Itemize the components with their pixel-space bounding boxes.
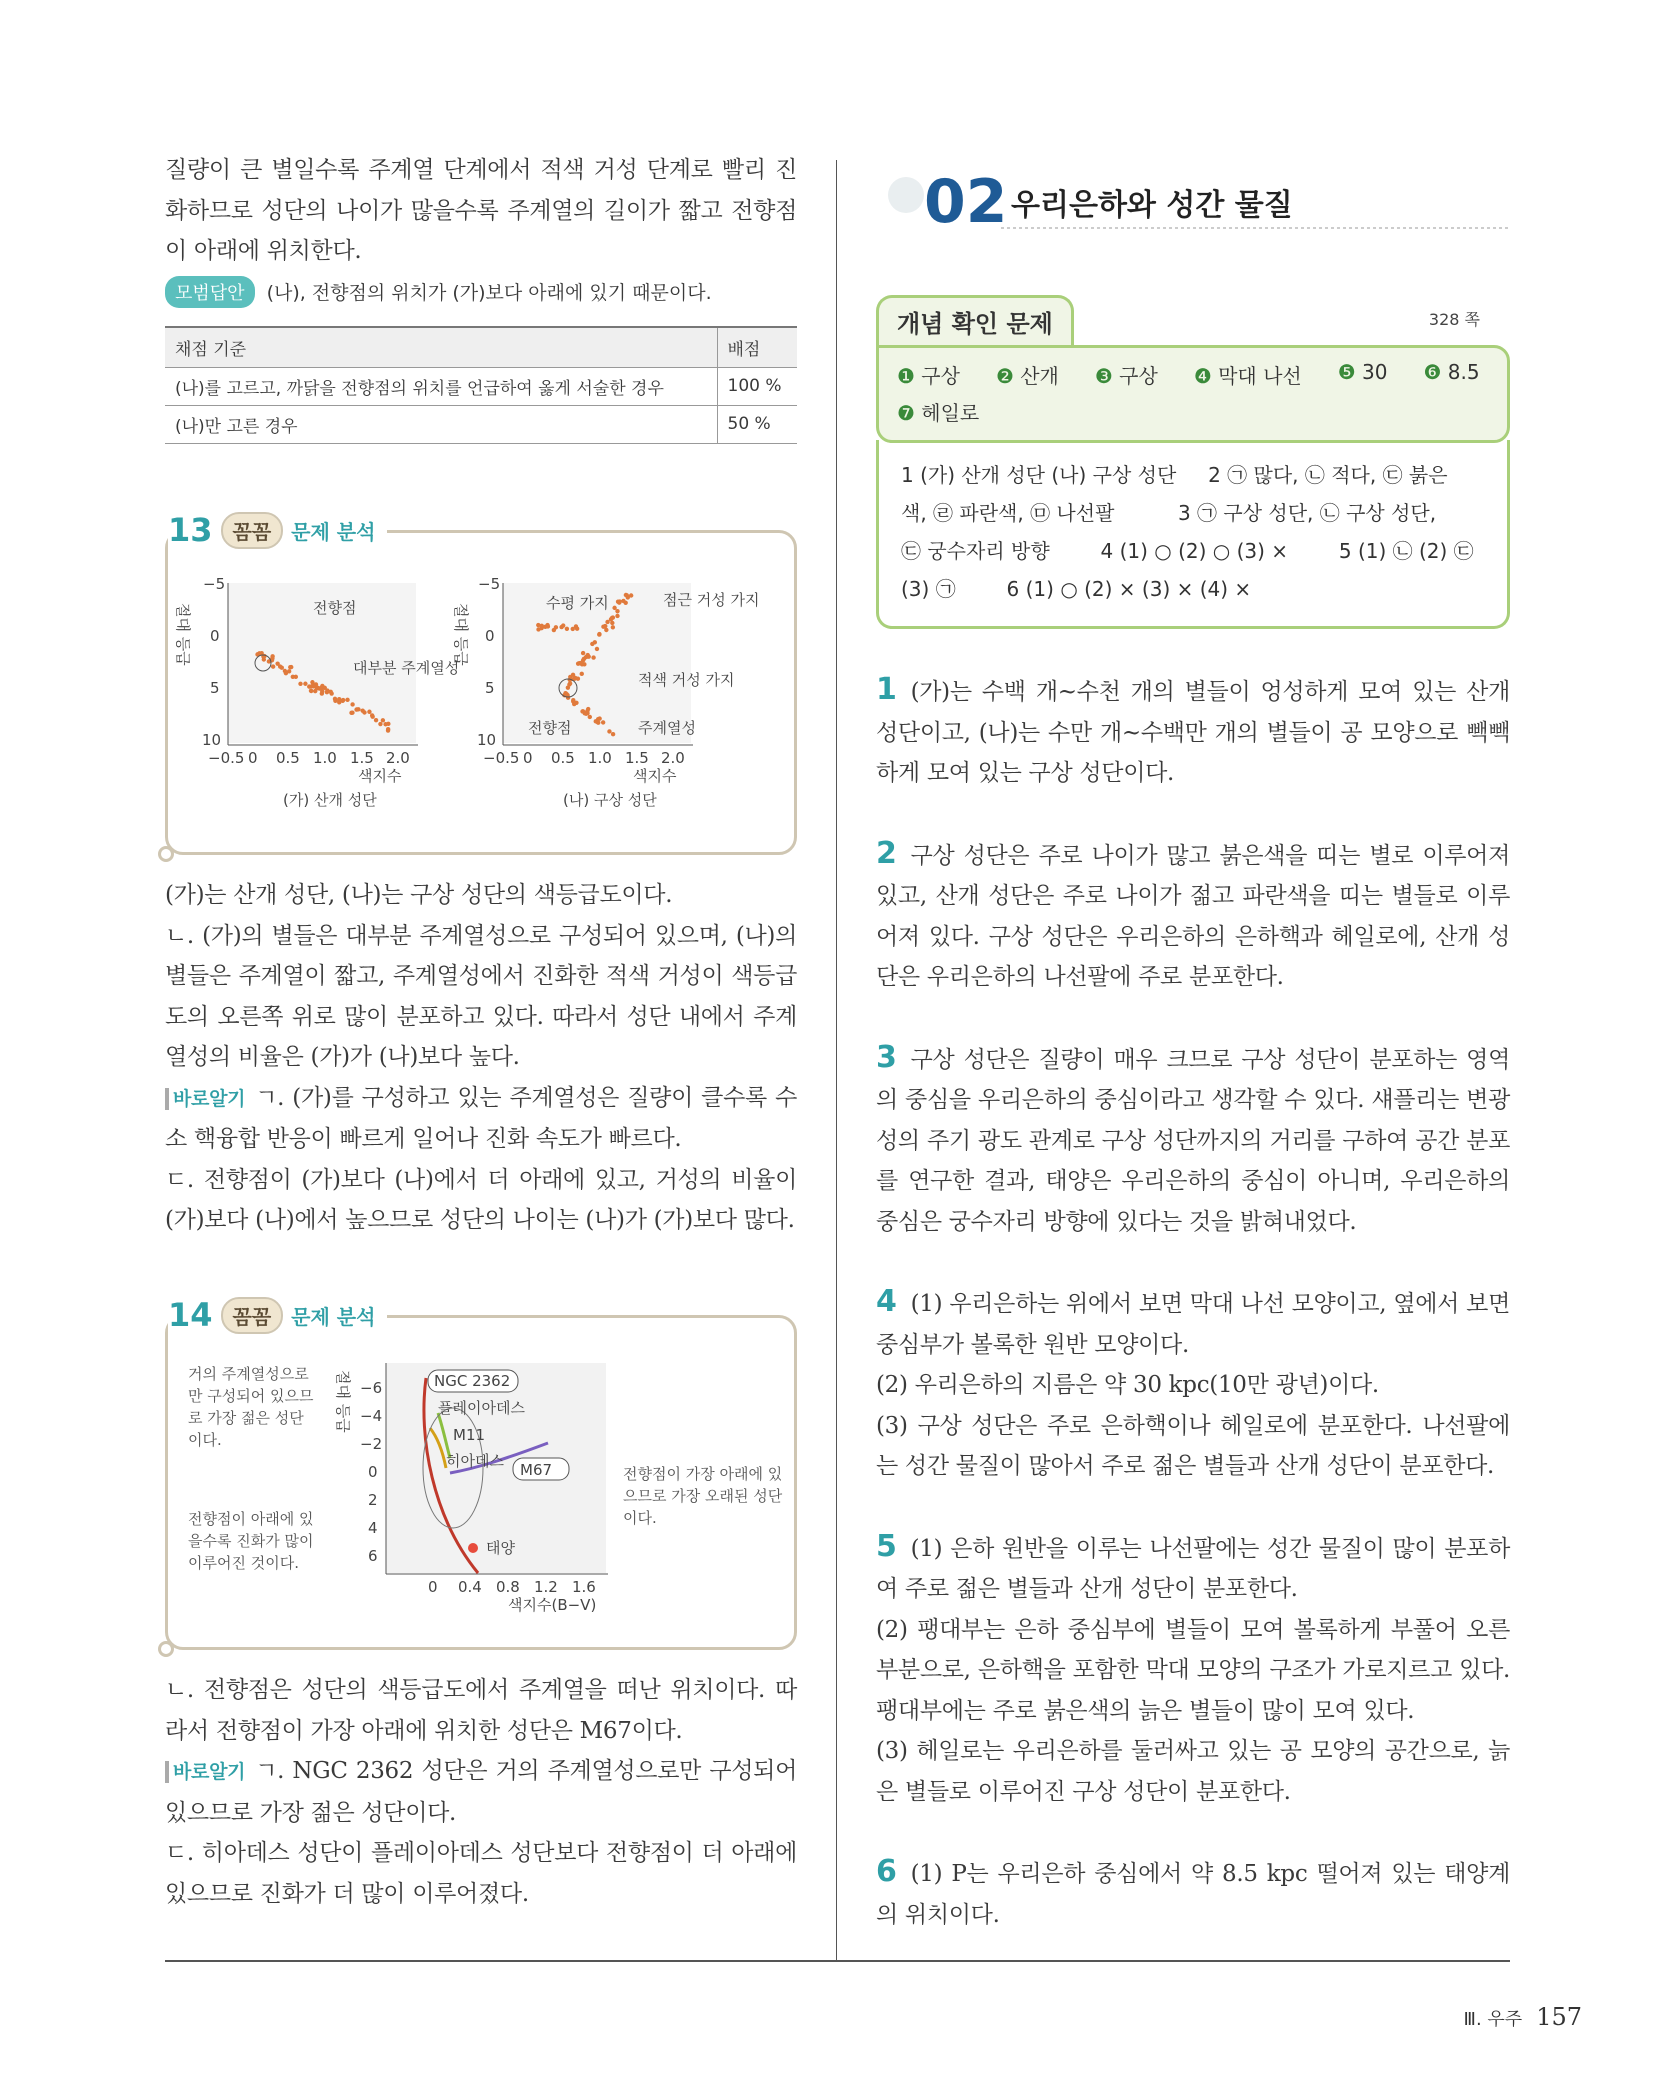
star-point <box>323 686 327 690</box>
star-point <box>597 716 601 720</box>
star-point <box>611 625 615 629</box>
label-hyades: 히아데스 <box>446 1452 504 1470</box>
column-divider <box>836 160 837 1960</box>
star-point <box>591 655 595 659</box>
star-point <box>571 673 575 677</box>
q14-text1: ㄴ. 전향점은 성단의 색등급도에서 주계열을 떠난 위치이다. 따라서 전향점이 가장 아래에 위치한 성단은 M67이다. <box>165 1677 797 1744</box>
table-cell: 100 % <box>717 367 797 405</box>
concept-line: 1 (가) 산개 성단 (나) 구상 성단 2 ㉠ 많다, ㉡ 적다, ㉢ 붉은 <box>901 463 1448 487</box>
answer-number: 6 <box>876 1854 897 1889</box>
section-number: 02 <box>924 167 1008 234</box>
star-point <box>271 664 275 668</box>
concept-page-ref: 328 쪽 <box>1428 310 1480 329</box>
chart-globular-cluster <box>452 575 759 809</box>
star-point <box>340 699 344 703</box>
answer-text: 산개 <box>1020 364 1059 388</box>
tick-label: 4 <box>368 1519 378 1537</box>
ann-turnoff-a: 전향점 <box>313 599 357 617</box>
answer-explanations <box>876 670 1510 1975</box>
score-header-criteria: 채점 기준 <box>165 327 717 368</box>
tick-label: 0.5 <box>551 749 575 767</box>
q14-text2-wrap <box>165 1751 797 1833</box>
star-point <box>291 675 295 679</box>
tick-label: 2 <box>368 1491 378 1509</box>
q13-text: (가)는 산개 성단, (나)는 구상 성단의 색등급도이다. <box>165 882 673 908</box>
concept-answer-item <box>1095 360 1158 389</box>
q14-xlabel: 색지수(B−V) <box>508 1596 597 1614</box>
tick-label: 0 <box>485 627 495 645</box>
star-point <box>309 689 313 693</box>
star-point <box>298 682 302 686</box>
sun-point <box>468 1543 478 1553</box>
footer-chapter: Ⅲ. 우주 <box>1463 2009 1523 2030</box>
chart-a-xlabel: 색지수 <box>358 767 402 785</box>
star-point <box>615 609 619 613</box>
model-answer-badge: 모범답안 <box>165 276 255 308</box>
section-header <box>876 150 1510 234</box>
q14-ylabel: 절대 등급 <box>334 1370 352 1433</box>
label-m67: M67 <box>520 1461 553 1479</box>
footer-rule <box>165 1960 1510 1962</box>
table-row <box>165 367 797 405</box>
ann-turnoff-b: 전향점 <box>528 719 572 737</box>
ann-hb: 수평 가지 <box>546 594 609 612</box>
star-point <box>329 691 333 695</box>
answer-paragraph <box>876 1038 1510 1243</box>
answer-marker: ❶ <box>897 364 922 388</box>
answer-block <box>876 1527 1510 1813</box>
answer-number: 5 <box>876 1528 897 1564</box>
tick-label: −0.5 <box>483 749 520 767</box>
star-point <box>317 686 321 690</box>
answer-paragraph <box>876 1731 1510 1812</box>
answer-paragraph <box>876 1282 1510 1365</box>
answer-marker: ❻ <box>1423 360 1448 384</box>
tick-label: 0.4 <box>458 1578 482 1596</box>
star-point <box>378 722 382 726</box>
tick-label: 0.5 <box>276 749 300 767</box>
answer-block <box>876 1852 1510 1935</box>
answer-marker: ❺ <box>1337 360 1363 384</box>
tick-label: 10 <box>202 731 222 749</box>
ann-agb: 점근 거성 가지 <box>663 591 760 609</box>
tick-label: 1.0 <box>313 749 337 767</box>
answer-text: (1) 우리은하는 위에서 보면 막대 나선 모양이고, 옆에서 보면 중심부가 볼록한 원반 모양이다. <box>876 1291 1510 1358</box>
star-point <box>350 711 354 715</box>
concept-detail <box>876 440 1510 629</box>
answer-marker: ❼ <box>897 401 922 425</box>
ann-main-a: 대부분 주계열성 <box>353 659 460 677</box>
star-point <box>586 653 590 657</box>
star-point <box>289 665 293 669</box>
star-point <box>386 728 390 732</box>
concept-title: 개념 확인 문제 <box>876 295 1074 345</box>
star-point <box>284 671 288 675</box>
star-point <box>362 710 366 714</box>
tick-label: 5 <box>210 679 220 697</box>
star-point <box>581 709 585 713</box>
star-point <box>581 651 585 655</box>
star-point <box>303 682 307 686</box>
star-point <box>356 707 360 711</box>
model-answer-text: (나), 전향점의 위치가 (가)보다 아래에 있기 때문이다. <box>266 282 712 304</box>
score-header-points: 배점 <box>717 327 797 368</box>
tick-label: −5 <box>478 575 501 593</box>
answer-paragraph <box>876 834 1510 998</box>
answer-block <box>876 834 1510 998</box>
star-point <box>325 690 329 694</box>
answer-text: 8.5 <box>1447 360 1480 384</box>
concept-answer-item <box>1338 360 1388 389</box>
table-cell: 50 % <box>717 405 797 443</box>
q14-explanation <box>165 1670 797 1914</box>
star-point <box>565 627 569 631</box>
star-point <box>602 624 606 628</box>
star-point <box>567 682 571 686</box>
barol-label: 바로알기 <box>165 1761 245 1783</box>
q13-analysis-box <box>165 511 797 855</box>
q13-badge: 꼼꼼 <box>221 512 284 549</box>
star-point <box>618 599 622 603</box>
label-sun: 태양 <box>486 1539 515 1557</box>
q13-text2: ㄴ. (가)의 별들은 대부분 주계열성으로 구성되어 있으며, (나)의 별들은 주계열이 짧고, 주계열성에서 진화한 적색 거성이 색등급도의 오른쪽 위로 많이 분포하고 있다. 따라서 성단 내에서 주계열성의 비율은 (가)가 (나)보다 높다. <box>165 922 797 1070</box>
answer-text: (1) 은하 원반을 이루는 나선팔에는 성간 물질이 많이 분포하여 주로 젊은 별들과 산개 성단이 분포한다. <box>876 1535 1510 1602</box>
star-point <box>370 713 374 717</box>
star-point <box>590 642 594 646</box>
q13-number: 13 <box>168 511 213 549</box>
star-point <box>345 698 349 702</box>
tick-label: 5 <box>485 679 495 697</box>
concept-answer-item <box>897 360 960 389</box>
tick-label: 1.2 <box>534 1578 558 1596</box>
ann-rgb: 적색 거성 가지 <box>638 671 735 689</box>
answer-block <box>876 670 1510 794</box>
tick-label: 0 <box>523 749 533 767</box>
intro-text: 질량이 큰 별일수록 주계열 단계에서 적색 거성 단계로 빨리 진화하므로 성단의 나이가 많을수록 주계열의 길이가 짧고 전향점이 아래에 위치한다. <box>165 157 797 264</box>
star-point <box>577 661 581 665</box>
concept-answer-item <box>1424 360 1480 389</box>
star-point <box>629 593 633 597</box>
chart-a-caption: (가) 산개 성단 <box>283 791 377 809</box>
answer-block <box>876 1038 1510 1243</box>
q14-chart <box>168 1318 794 1643</box>
q14-ann-left2: 전향점이 아래에 있을수록 진화가 많이 이루어진 것이다. <box>188 1510 314 1572</box>
answer-number: 4 <box>876 1284 897 1319</box>
answer-number: 3 <box>876 1039 897 1075</box>
section-title: 우리은하와 성간 물질 <box>1011 188 1293 223</box>
answer-marker: ❹ <box>1193 364 1219 388</box>
chart-b-ylabel: 절대 등급 <box>452 603 470 666</box>
scoring-table <box>165 326 797 444</box>
table-cell: (나)만 고른 경우 <box>165 405 717 443</box>
answer-text: (3) 헤일로는 우리은하를 둘러싸고 있는 공 모양의 공간으로, 늙은 별들로 이루어진 구상 성단이 분포한다. <box>876 1738 1510 1805</box>
barol-label: 바로알기 <box>165 1088 245 1110</box>
answer-text: (2) 팽대부는 은하 중심부에 별들이 모여 볼록하게 부풀어 오른 부분으로, 은하핵을 포함한 막대 모양의 구조가 가로지르고 있다. 팽대부에는 주로 붉은색의 늙은 별들이 많이 모여 있다. <box>876 1616 1510 1724</box>
star-point <box>543 625 547 629</box>
tick-label: 1.5 <box>625 749 649 767</box>
answer-text: 막대 나선 <box>1218 364 1302 388</box>
star-point <box>310 684 314 688</box>
answer-text: 30 <box>1362 360 1388 384</box>
star-point <box>536 627 540 631</box>
star-point <box>386 722 390 726</box>
chart-b-caption: (나) 구상 성단 <box>563 791 657 809</box>
q14-text2: ㄱ. NGC 2362 성단은 거의 주계열성으로만 구성되어 있으므로 가장 젊은 성단이다. <box>165 1758 797 1826</box>
star-point <box>350 702 354 706</box>
tick-label: −0.5 <box>208 749 245 767</box>
q14-badge: 꼼꼼 <box>221 1297 284 1334</box>
answer-paragraph <box>876 1527 1510 1610</box>
star-point <box>595 647 599 651</box>
answer-text: (3) 구상 성단은 주로 은하핵이나 헤일로에 분포한다. 나선팔에는 성간 물질이 많아서 주로 젊은 별들과 산개 성단이 분포한다. <box>876 1412 1510 1479</box>
table-row <box>165 405 797 443</box>
chart-open-cluster <box>174 575 459 809</box>
tick-label: 0 <box>368 1463 378 1481</box>
star-point <box>367 710 371 714</box>
tick-label: 6 <box>368 1547 378 1565</box>
tick-label: 0 <box>210 627 220 645</box>
tick-label: 10 <box>477 731 497 749</box>
q13-text3-wrap <box>165 1078 797 1160</box>
tick-label: 1.0 <box>588 749 612 767</box>
concept-answer-list <box>897 360 1489 426</box>
answer-block <box>876 1282 1510 1487</box>
tick-label: −6 <box>360 1379 383 1397</box>
answer-paragraph <box>876 670 1510 794</box>
concept-check-box <box>876 295 1510 629</box>
answer-paragraph <box>876 1852 1510 1935</box>
star-point <box>597 632 601 636</box>
q14-number: 14 <box>168 1296 213 1334</box>
q14-label: 문제 분석 <box>291 1304 376 1329</box>
box-ring <box>158 1641 174 1657</box>
concept-line: 색, ㉣ 파란색, ㉤ 나선팔 3 ㉠ 구상 성단, ㉡ 구상 성단, <box>901 501 1437 525</box>
q14-analysis-box <box>165 1296 797 1650</box>
tick-label: 2.0 <box>386 749 410 767</box>
q14-text3: ㄷ. 히아데스 성단이 플레이아데스 성단보다 전향점이 더 아래에 있으므로 진화가 더 많이 이루어졌다. <box>165 1840 797 1907</box>
chart-b-xlabel: 색지수 <box>633 767 677 785</box>
star-point <box>374 718 378 722</box>
star-point <box>607 729 611 733</box>
ann-ms: 주계열성 <box>638 719 696 737</box>
mascot-icon <box>888 177 924 213</box>
star-point <box>333 697 337 701</box>
answer-text: (1) P는 우리은하 중심에서 약 8.5 kpc 떨어져 있는 태양계의 위치이다. <box>876 1861 1510 1928</box>
star-point <box>601 720 605 724</box>
answer-text: 헤일로 <box>921 401 980 425</box>
answer-text: 구상 성단은 질량이 매우 크므로 구상 성단이 분포하는 영역의 중심을 우리은하의 중심이라고 생각할 수 있다. 섀플리는 변광성의 주기 광도 관계로 구상 성단까지의 거리를 구하여 공간 분포를 연구한 결과, 태양은 우리은하의 중심이 아니며, 우리은하의 중심은 궁수자리 방향에 있다는 것을 밝혀내었다. <box>876 1046 1510 1235</box>
tick-label: 0 <box>428 1578 438 1596</box>
star-point <box>623 601 627 605</box>
star-point <box>536 623 540 627</box>
concept-answer-item <box>897 397 979 426</box>
star-point <box>552 628 556 632</box>
q13-text4: ㄷ. 전향점이 (가)보다 (나)에서 더 아래에 있고, 거성의 비율이 (가)보다 (나)에서 높으므로 성단의 나이는 (나)가 (가)보다 많다. <box>165 1166 797 1233</box>
label-pleiades: 플레이아데스 <box>438 1399 525 1417</box>
answer-paragraph <box>876 1406 1510 1487</box>
page-footer <box>1464 2003 1582 2031</box>
page-number: 157 <box>1536 2003 1582 2031</box>
concept-answers <box>876 345 1510 443</box>
answer-paragraph <box>876 1610 1510 1732</box>
star-point <box>609 617 613 621</box>
concept-line: ㉢ 궁수자리 방향 4 (1) ○ (2) ○ (3) × 5 (1) ㉡ (2) ㉢ <box>901 539 1474 563</box>
star-point <box>580 672 584 676</box>
label-ngc: NGC 2362 <box>434 1372 511 1390</box>
star-point <box>624 593 628 597</box>
star-point <box>563 691 567 695</box>
concept-line: (3) ㉠ 6 (1) ○ (2) × (3) × (4) × <box>901 577 1252 601</box>
answer-number: 1 <box>876 672 897 707</box>
tick-label: −4 <box>360 1407 383 1425</box>
q14-ann-left1: 거의 주계열성으로만 구성되어 있으므로 가장 젊은 성단이다. <box>188 1365 314 1449</box>
answer-marker: ❸ <box>1094 364 1120 388</box>
box-ring <box>158 846 174 862</box>
q13-charts <box>168 533 794 851</box>
table-cell: (나)를 고르고, 까닭을 전향점의 위치를 언급하여 옳게 서술한 경우 <box>165 367 717 405</box>
tick-label: 1.6 <box>572 1578 596 1596</box>
answer-text: (가)는 수백 개~수천 개의 별들이 엉성하게 모여 있는 산개 성단이고, (나)는 수만 개~수백만 개의 별들이 공 모양으로 빽빽하게 모여 있는 구상 성단이다. <box>876 679 1510 786</box>
q13-explanation <box>165 875 797 1241</box>
q13-text3: ㄱ. (가)를 구성하고 있는 주계열성은 질량이 클수록 수소 핵융합 반응이 빠르게 일어나 진화 속도가 빠르다. <box>165 1084 797 1152</box>
star-point <box>571 698 575 702</box>
star-point <box>588 715 592 719</box>
answer-text: (2) 우리은하의 지름은 약 30 kpc(10만 광년)이다. <box>876 1372 1379 1398</box>
tick-label: −5 <box>203 575 226 593</box>
star-point <box>275 661 279 665</box>
tick-label: 1.5 <box>350 749 374 767</box>
star-point <box>561 623 565 627</box>
tick-label: 0 <box>248 749 258 767</box>
star-point <box>571 627 575 631</box>
star-point <box>381 718 385 722</box>
star-point <box>585 711 589 715</box>
concept-answer-item <box>996 360 1059 389</box>
answer-text: 구상 <box>921 364 960 388</box>
left-column <box>165 150 797 1907</box>
answer-paragraph <box>876 1365 1510 1406</box>
star-point <box>611 732 615 736</box>
answer-number: 2 <box>876 835 897 871</box>
tick-label: −2 <box>360 1435 383 1453</box>
tick-label: 0.8 <box>496 1578 520 1596</box>
tick-label: 2.0 <box>661 749 685 767</box>
concept-answer-item <box>1194 360 1302 389</box>
star-point <box>615 614 619 618</box>
chart-a-ylabel: 절대 등급 <box>174 603 192 666</box>
answer-text: 구상 <box>1119 364 1158 388</box>
label-m11: M11 <box>453 1426 486 1444</box>
answer-text: 구상 성단은 주로 나이가 많고 붉은색을 띠는 별로 이루어져 있고, 산개 성단은 주로 나이가 젊고 파란색을 띠는 별들로 이루어져 있다. 구상 성단은 우리은하의 은하핵과 헤일로에, 산개 성단은 우리은하의 나선팔에 주로 분포한다. <box>876 842 1510 990</box>
q13-label: 문제 분석 <box>291 519 376 544</box>
q14-ann-right: 전향점이 가장 아래에 있으므로 가장 오래된 성단이다. <box>623 1465 783 1527</box>
answer-marker: ❷ <box>995 364 1021 388</box>
model-answer <box>165 276 797 308</box>
star-point <box>582 657 586 661</box>
